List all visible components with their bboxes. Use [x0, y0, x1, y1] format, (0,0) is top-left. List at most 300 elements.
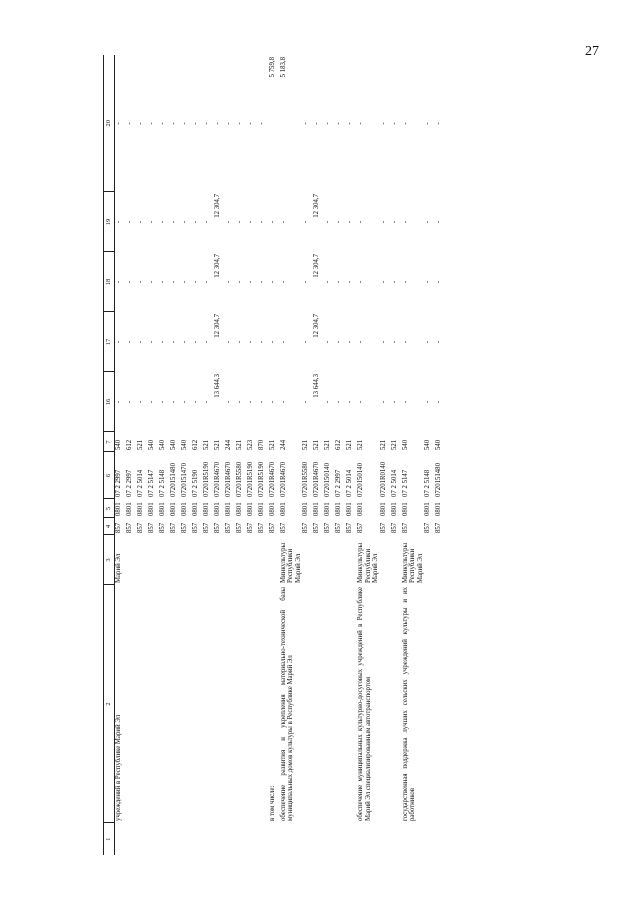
row-value-18: 12 304,7	[214, 254, 221, 278]
row-name: учреждений в Республике Марий Эл	[115, 714, 122, 821]
row-code-section: 0801	[115, 502, 122, 516]
row-code-section: 0801	[280, 502, 287, 516]
row-value-16: -	[115, 400, 122, 404]
row-name	[380, 585, 391, 823]
row-value-19: -	[137, 220, 144, 224]
row-number-cell	[170, 823, 181, 855]
row-value-17: -	[379, 340, 387, 344]
row-value-16: -	[170, 400, 177, 404]
row-value-19: -	[280, 220, 287, 224]
row-value-18: -	[247, 280, 254, 284]
row-value-17: -	[335, 340, 343, 344]
row-code-type: 521	[346, 439, 354, 450]
row-number-cell	[424, 823, 435, 855]
row-code-type: 244	[225, 439, 232, 450]
row-code-section: 0801	[148, 502, 155, 516]
row-value-17: -	[390, 340, 398, 344]
row-value-17: -	[302, 340, 310, 344]
row-code-grbs: 857	[170, 522, 177, 533]
row-code-grbs: 857	[137, 522, 144, 533]
row-name	[170, 585, 181, 823]
col-header: 17	[104, 312, 115, 372]
row-value-19: -	[258, 220, 265, 224]
row-value-18: -	[137, 280, 144, 284]
row-grbs	[380, 535, 391, 585]
row-code-grbs: 857	[181, 522, 188, 533]
row-name	[313, 585, 324, 823]
row-number-cell	[380, 823, 391, 855]
row-grbs	[148, 535, 159, 585]
row-grbs	[346, 535, 357, 585]
row-code-target: 07 2 2997	[335, 469, 343, 497]
row-value-16: -	[280, 400, 287, 404]
row-code-type: 540	[170, 439, 177, 450]
row-value-17: -	[181, 340, 188, 344]
table-row	[335, 55, 346, 855]
col-header: 4	[104, 518, 115, 535]
row-value-16: -	[324, 400, 332, 404]
row-code-section: 0801	[247, 502, 254, 516]
row-code-grbs: 857	[236, 522, 243, 533]
row-number-cell	[258, 823, 269, 855]
row-code-type: 521	[302, 439, 310, 450]
row-value-18: -	[379, 280, 387, 284]
row-code-type: 521	[236, 439, 243, 450]
row-number-cell	[203, 823, 214, 855]
row-value-20: -	[324, 122, 332, 125]
row-value-17: -	[435, 340, 443, 344]
row-value-20: -	[302, 122, 310, 125]
row-code-target: 07 2 2997	[126, 469, 133, 497]
row-code-section: 0801	[159, 502, 166, 516]
row-value-18: -	[181, 280, 188, 284]
row-code-section: 0801	[313, 502, 321, 516]
row-value-20: -	[148, 122, 155, 125]
row-value-16: -	[148, 400, 155, 404]
row-value-18: -	[302, 280, 310, 284]
row-code-target: 07 2 5148	[424, 469, 432, 497]
row-value-19: -	[424, 220, 432, 224]
row-grbs	[236, 535, 247, 585]
row-value-16: -	[247, 400, 254, 404]
row-code-target: 0720151480	[435, 463, 443, 497]
row-value-20: -	[115, 122, 122, 125]
row-value-17: -	[236, 340, 243, 344]
row-value-18: -	[401, 280, 409, 284]
row-value-20: -	[159, 122, 166, 125]
row-value-19: -	[269, 220, 276, 224]
row-code-type: 540	[435, 439, 443, 450]
row-value-16: 13 644,3	[313, 374, 321, 398]
row-value-20: -	[170, 122, 177, 125]
row-code-section: 0801	[137, 502, 144, 516]
row-code-grbs: 857	[225, 522, 232, 533]
row-value-17: 12 304,7	[214, 314, 221, 338]
row-code-grbs: 857	[379, 522, 387, 533]
row-value-17: -	[280, 340, 287, 344]
row-code-grbs: 857	[357, 522, 365, 533]
row-value-16: -	[258, 400, 265, 404]
col-header: 1	[104, 823, 115, 855]
row-value-18: -	[148, 280, 155, 284]
row-value-20: 5 759,8	[269, 57, 276, 78]
row-number-cell	[225, 823, 236, 855]
row-value-16: -	[435, 400, 443, 404]
row-value-16: -	[225, 400, 232, 404]
row-code-grbs: 857	[302, 522, 310, 533]
row-value-20: -	[357, 122, 365, 125]
row-name	[335, 585, 346, 823]
row-name: в том числе:	[269, 785, 276, 821]
row-code-type: 521	[313, 439, 321, 450]
row-value-19: -	[236, 220, 243, 224]
row-value-20: -	[424, 122, 432, 125]
row-name	[159, 585, 170, 823]
row-code-section: 0801	[203, 502, 210, 516]
row-code-grbs: 857	[148, 522, 155, 533]
row-grbs	[137, 535, 148, 585]
row-grbs	[424, 535, 435, 585]
row-code-target: 0720151480	[170, 463, 177, 497]
row-value-16: -	[424, 400, 432, 404]
row-code-grbs: 857	[313, 522, 321, 533]
row-grbs	[225, 535, 236, 585]
row-code-section: 0801	[214, 502, 221, 516]
table-row	[225, 55, 236, 855]
row-value-17: -	[192, 340, 199, 344]
row-number-cell	[148, 823, 159, 855]
row-code-section: 0801	[181, 502, 188, 516]
table-row	[258, 55, 269, 855]
row-number-cell	[402, 823, 424, 855]
row-code-target: 07 2 5014	[346, 469, 354, 497]
row-code-type: 540	[115, 439, 122, 450]
row-code-target: 07201R0140	[379, 461, 387, 497]
row-value-16: -	[390, 400, 398, 404]
row-code-grbs: 857	[280, 522, 287, 533]
row-name	[346, 585, 357, 823]
row-value-20: -	[335, 122, 343, 125]
row-grbs	[269, 535, 280, 585]
row-value-17: -	[170, 340, 177, 344]
header-row	[104, 55, 115, 855]
row-code-grbs: 857	[269, 522, 276, 533]
table-row	[115, 55, 127, 855]
row-code-target: 07 2 5148	[159, 469, 166, 497]
row-number-cell	[214, 823, 225, 855]
row-value-16: -	[302, 400, 310, 404]
row-code-target: 0720151470	[181, 463, 188, 497]
row-code-target: 07201R5190	[258, 461, 265, 497]
table-row	[357, 55, 379, 855]
row-name	[435, 585, 446, 823]
row-code-target: 07201R4670	[225, 461, 232, 497]
row-value-18: -	[170, 280, 177, 284]
row-value-18: -	[115, 280, 122, 284]
row-code-target: 07201R4670	[214, 461, 221, 497]
row-value-18: -	[424, 280, 432, 284]
row-value-19: -	[159, 220, 166, 224]
row-value-17: -	[159, 340, 166, 344]
table-row	[170, 55, 181, 855]
row-value-18: -	[280, 280, 287, 284]
row-number-cell	[335, 823, 346, 855]
row-value-19: 12 304,7	[313, 194, 321, 218]
row-number-cell	[324, 823, 335, 855]
row-code-section: 0801	[170, 502, 177, 516]
row-value-16: -	[137, 400, 144, 404]
table-row	[380, 55, 391, 855]
row-number-cell	[126, 823, 137, 855]
row-code-grbs: 857	[424, 522, 432, 533]
row-value-20: -	[192, 122, 199, 125]
row-grbs	[324, 535, 335, 585]
rotated-table-container	[103, 55, 623, 855]
row-code-section: 0801	[302, 502, 310, 516]
table-row	[402, 55, 424, 855]
row-name	[258, 585, 269, 823]
row-code-target: 0720150140	[357, 463, 365, 497]
row-value-20: -	[181, 122, 188, 125]
row-code-type: 521	[269, 439, 276, 450]
row-number-cell	[236, 823, 247, 855]
row-value-17: -	[258, 340, 265, 344]
row-code-grbs: 857	[214, 522, 221, 533]
col-header: 5	[104, 499, 115, 518]
row-value-19: -	[335, 220, 343, 224]
row-code-type: 540	[181, 439, 188, 450]
col-header: 20	[104, 55, 115, 192]
row-code-section: 0801	[357, 502, 365, 516]
row-code-section: 0801	[126, 502, 133, 516]
row-code-grbs: 857	[192, 522, 199, 533]
row-grbs	[391, 535, 402, 585]
row-code-section: 0801	[225, 502, 232, 516]
row-grbs	[181, 535, 192, 585]
table-row	[148, 55, 159, 855]
row-value-18: -	[335, 280, 343, 284]
row-name	[214, 585, 225, 823]
row-value-18: -	[357, 280, 365, 284]
row-value-20: -	[203, 122, 210, 125]
row-value-17: -	[115, 340, 122, 344]
row-value-19: -	[324, 220, 332, 224]
row-value-17: -	[357, 340, 365, 344]
table-row	[236, 55, 247, 855]
row-value-18: 12 304,7	[313, 254, 321, 278]
row-grbs	[203, 535, 214, 585]
row-value-16: -	[357, 400, 365, 404]
row-grbs: Марий Эл	[115, 553, 122, 583]
row-code-type: 540	[401, 439, 409, 450]
row-code-grbs: 857	[346, 522, 354, 533]
table-row	[435, 55, 446, 855]
row-value-20: -	[214, 122, 221, 125]
row-grbs	[258, 535, 269, 585]
row-grbs	[335, 535, 346, 585]
row-name	[391, 585, 402, 823]
row-code-section: 0801	[346, 502, 354, 516]
row-value-20: -	[225, 122, 232, 125]
row-number-cell	[192, 823, 203, 855]
row-name	[324, 585, 335, 823]
row-code-grbs: 857	[247, 522, 254, 533]
row-code-grbs: 857	[126, 522, 133, 533]
table-row	[424, 55, 435, 855]
row-code-type: 612	[126, 439, 133, 450]
row-code-type: 540	[424, 439, 432, 450]
row-value-19: -	[170, 220, 177, 224]
row-value-18: -	[203, 280, 210, 284]
row-code-target: 07201R5580	[236, 461, 243, 497]
row-code-grbs: 857	[115, 522, 122, 533]
row-value-17: -	[203, 340, 210, 344]
row-number-cell	[269, 823, 280, 855]
table-row	[159, 55, 170, 855]
row-value-20: -	[435, 122, 443, 125]
col-header: 19	[104, 192, 115, 252]
row-value-17: 12 304,7	[313, 314, 321, 338]
row-value-16: -	[192, 400, 199, 404]
row-code-type: 540	[148, 439, 155, 450]
row-value-17: -	[401, 340, 409, 344]
row-value-19: -	[181, 220, 188, 224]
row-value-19: -	[357, 220, 365, 224]
row-value-19: -	[115, 220, 122, 224]
row-value-18: -	[236, 280, 243, 284]
row-name	[236, 585, 247, 823]
row-code-section: 0801	[324, 502, 332, 516]
row-value-17: -	[269, 340, 276, 344]
row-value-19: -	[225, 220, 232, 224]
row-value-18: -	[225, 280, 232, 284]
row-number-cell	[391, 823, 402, 855]
row-grbs	[126, 535, 137, 585]
row-name: государственная поддержка лучших сельских учреждений культуры и их работников	[401, 587, 417, 821]
row-grbs	[435, 535, 446, 585]
row-code-type: 523	[247, 439, 254, 450]
row-code-section: 0801	[390, 502, 398, 516]
row-code-target: 07 2 5147	[148, 469, 155, 497]
table-row	[313, 55, 324, 855]
row-grbs: Минкультуры Республики Марий Эл	[357, 542, 380, 583]
row-value-16: 13 644,3	[214, 374, 221, 398]
row-value-17: -	[247, 340, 254, 344]
row-name: обеспечение муниципальных культурно-досуговых учреждений в Республике Марий Эл специализированным автотранспортом	[357, 587, 372, 821]
row-number-cell	[159, 823, 170, 855]
row-grbs	[192, 535, 203, 585]
row-value-20: -	[390, 122, 398, 125]
col-header: 18	[104, 252, 115, 312]
row-code-type: 612	[335, 439, 343, 450]
row-number-cell	[302, 823, 313, 855]
row-value-19: 12 304,7	[214, 194, 221, 218]
row-code-section: 0801	[335, 502, 343, 516]
col-header: 16	[104, 372, 115, 432]
row-code-target: 07201R4670	[280, 461, 287, 497]
row-code-type: 521	[390, 439, 398, 450]
row-value-16: -	[379, 400, 387, 404]
row-number-cell	[137, 823, 148, 855]
row-grbs	[247, 535, 258, 585]
row-value-18: -	[269, 280, 276, 284]
row-value-20: -	[236, 122, 243, 125]
table-row	[126, 55, 137, 855]
row-grbs	[214, 535, 225, 585]
row-number-cell	[346, 823, 357, 855]
row-value-19: -	[192, 220, 199, 224]
row-code-section: 0801	[192, 502, 199, 516]
row-code-type: 612	[192, 439, 199, 450]
row-code-target: 07 2 5147	[401, 469, 409, 497]
table-row	[302, 55, 313, 855]
table-row	[214, 55, 225, 855]
row-number-cell	[357, 823, 379, 855]
table-row	[280, 55, 302, 855]
row-code-section: 0801	[379, 502, 387, 516]
table-row	[346, 55, 357, 855]
col-header: 2	[104, 585, 115, 823]
table-row	[269, 55, 280, 855]
row-code-section: 0801	[269, 502, 276, 516]
row-value-19: -	[203, 220, 210, 224]
row-code-grbs: 857	[258, 522, 265, 533]
row-value-19: -	[302, 220, 310, 224]
table-row	[137, 55, 148, 855]
row-number-cell	[115, 823, 127, 855]
row-value-16: -	[203, 400, 210, 404]
row-code-target: 0720150140	[324, 463, 332, 497]
row-value-18: -	[390, 280, 398, 284]
row-value-20: -	[247, 122, 254, 125]
row-code-section: 0801	[258, 502, 265, 516]
row-value-18: -	[346, 280, 354, 284]
col-header: 6	[104, 452, 115, 499]
row-grbs: Минкультуры Республики Марий Эл	[280, 542, 302, 583]
row-code-grbs: 857	[435, 522, 443, 533]
row-grbs	[170, 535, 181, 585]
row-value-20: -	[379, 122, 387, 125]
row-number-cell	[313, 823, 324, 855]
row-name	[148, 585, 159, 823]
row-value-18: -	[192, 280, 199, 284]
row-value-17: -	[126, 340, 133, 344]
row-number-cell	[247, 823, 258, 855]
row-name	[126, 585, 137, 823]
row-name	[247, 585, 258, 823]
row-name	[137, 585, 148, 823]
row-name	[181, 585, 192, 823]
row-code-type: 521	[324, 439, 332, 450]
row-number-cell	[280, 823, 302, 855]
row-value-17: -	[324, 340, 332, 344]
row-value-18: -	[258, 280, 265, 284]
row-value-18: -	[159, 280, 166, 284]
row-name	[203, 585, 214, 823]
row-code-section: 0801	[435, 502, 443, 516]
row-code-type: 521	[203, 439, 210, 450]
row-code-type: 521	[357, 439, 365, 450]
row-value-16: -	[126, 400, 133, 404]
row-code-type: 521	[214, 439, 221, 450]
row-value-18: -	[126, 280, 133, 284]
col-header: 7	[104, 432, 115, 452]
row-value-17: -	[346, 340, 354, 344]
page-number: 27	[585, 44, 599, 59]
row-value-19: -	[379, 220, 387, 224]
row-value-20: -	[401, 122, 409, 125]
row-code-grbs: 857	[159, 522, 166, 533]
